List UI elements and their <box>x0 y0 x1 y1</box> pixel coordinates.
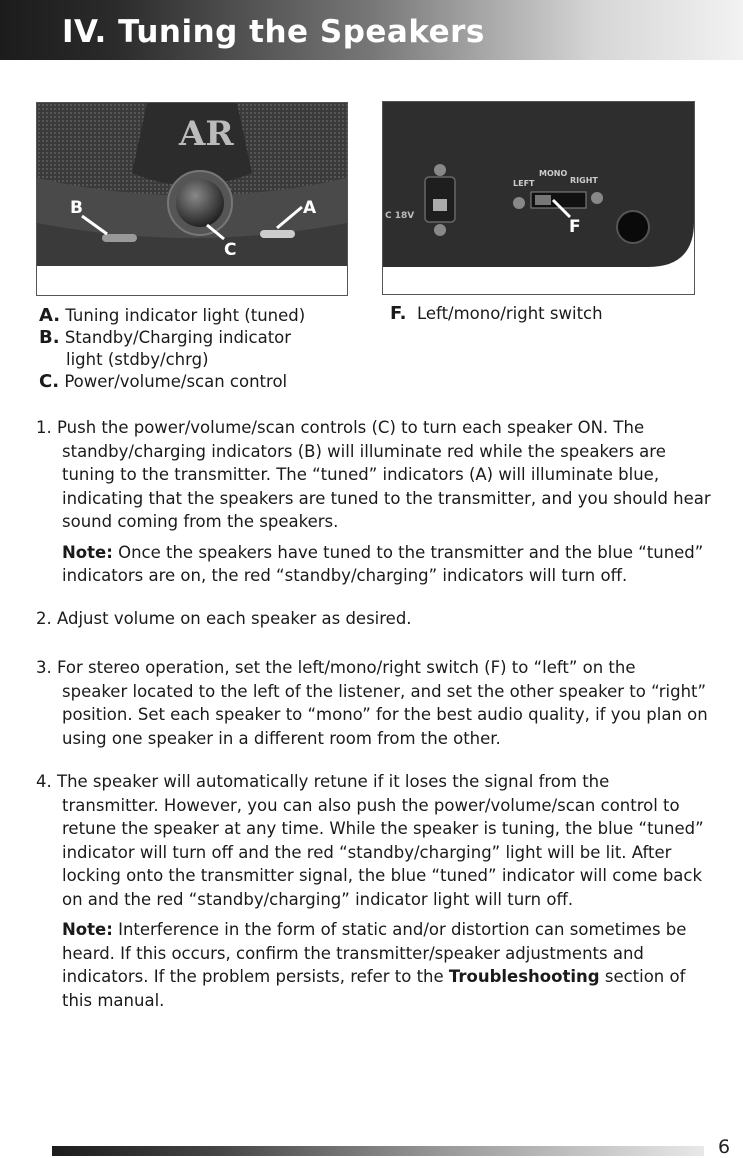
label-b: B <box>70 198 83 218</box>
legend-right <box>390 303 690 325</box>
label-a: A <box>303 198 317 218</box>
legend-left <box>39 305 339 393</box>
switch-mono-label: MONO <box>539 169 568 178</box>
page-number: 6 <box>718 1136 731 1158</box>
step-2: 2. Adjust volume on each speaker as desired. <box>36 609 412 628</box>
switch-left-label: LEFT <box>513 179 535 188</box>
legend-item-b: B. Standby/Charging indicator light (stdby/chrg) <box>39 327 292 369</box>
troubleshooting-reference: Troubleshooting <box>448 967 600 986</box>
dc-label: C 18V <box>385 211 415 221</box>
step-1: 1. Push the power/volume/scan controls (C) to turn each speaker ON. The standby/charging indicators (B) will illuminate red while the speakers are tuning to the transmitter. The “tuned” indicators (A) will illuminate blue, indicating that the speakers are tuned to the transmitter, and you should hear sound coming from the speakers. Note: Once the speakers have tuned to the transmitter and the blue “tuned” indicators are on, the red “standby/charging” indicators will turn off. <box>36 416 716 588</box>
page-title: IV. Tuning the Speakers <box>62 14 485 50</box>
legend-item-a: A. Tuning indicator light (tuned) <box>39 305 306 326</box>
step-3: 3. For stereo operation, set the left/mono/right switch (F) to “left” on the speaker located to the left of the listener, and set the other speaker to “right” position. Set each speaker to “mono” for the best audio quality, if you plan on using one speaker in a different room from the other. <box>36 658 708 748</box>
label-f: F <box>569 217 581 237</box>
standby-indicator-light <box>102 234 137 242</box>
switch-right-label: RIGHT <box>570 176 598 185</box>
label-c: C <box>224 240 237 260</box>
footer-bar <box>52 1146 704 1156</box>
speaker-back-photo <box>382 101 695 295</box>
step-4: 4. The speaker will automatically retune if it loses the signal from the transmitter. However, you can also push the power/volume/scan control to retune the speaker at any time. While the speaker is tuning, the blue “tuned” indicator will turn off and the red “standby/charging” light will be lit. After locking onto the transmitter signal, the blue “tuned” indicator will come back on and the red “standby/charging” indicator light will turn off. Note: Interference in the form of static and/or distortion can sometimes be heard. If this occurs, confirm the transmitter/speaker adjustments and indicators. If the problem persists, refer to the Troubleshooting section of this manual. <box>36 770 716 1012</box>
speaker-front-photo <box>36 102 348 296</box>
legend-item-f: F. Left/mono/right switch <box>390 303 603 324</box>
tuned-indicator-light <box>260 230 295 238</box>
note-1: Note: Once the speakers have tuned to the transmitter and the blue “tuned” indicators are on, the red “standby/charging” indicators will turn off. <box>62 542 704 585</box>
note-2: Note: Interference in the form of static and/or distortion can sometimes be heard. If this occurs, confirm the transmitter/speaker adjustments and indicators. If the problem persists, refer to the Troubleshooting section of this manual. <box>62 920 687 1010</box>
legend-item-c: C. Power/volume/scan control <box>39 371 288 392</box>
ar-logo: AR <box>179 114 234 154</box>
page-header <box>0 0 743 60</box>
